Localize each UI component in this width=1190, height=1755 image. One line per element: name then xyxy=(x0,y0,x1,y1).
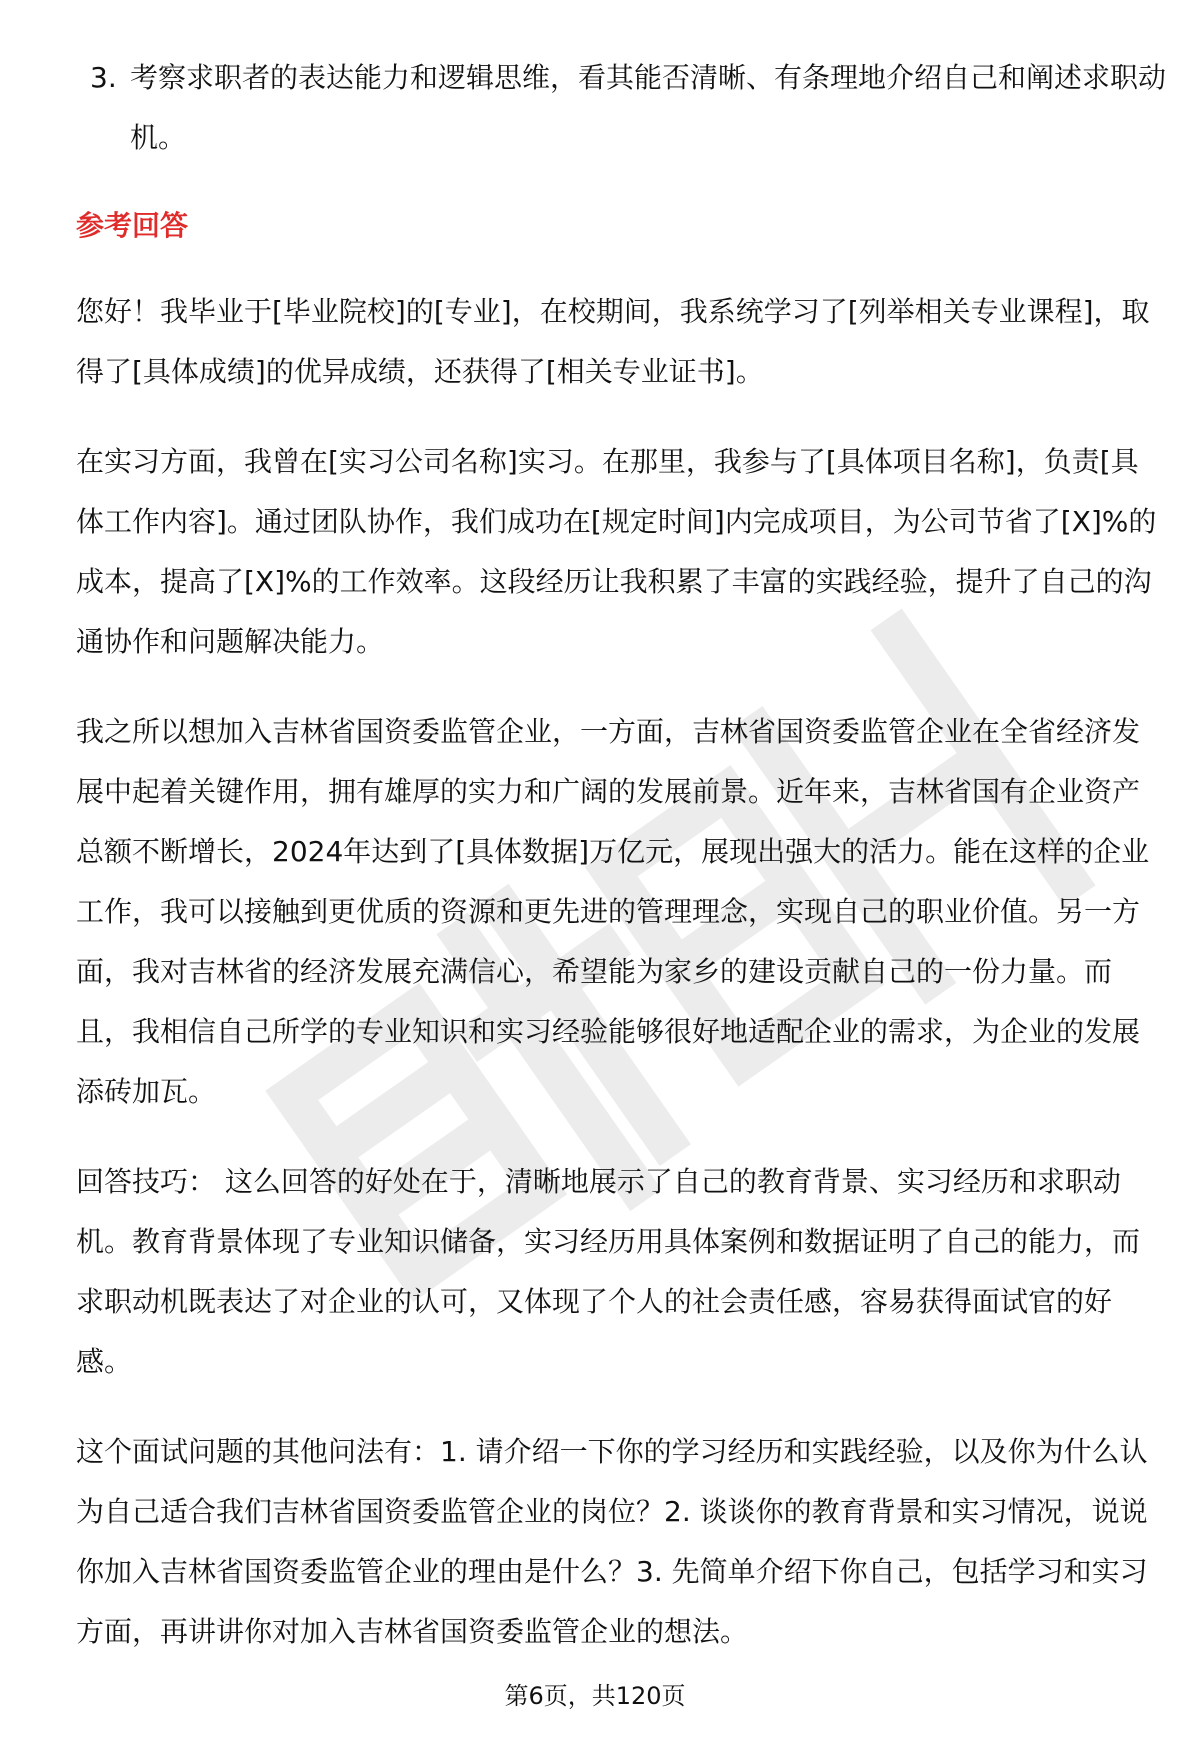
document-body xyxy=(76,48,1166,1692)
list-number: 3. xyxy=(90,61,117,94)
paragraph-motivation: 我之所以想加入吉林省国资委监管企业，一方面，吉林省国资委监管企业在全省经济发展中起着关键作用，拥有雄厚的实力和广阔的发展前景。近年来，吉林省国有企业资产总额不断增长，2024年达到了[具体数据]万亿元，展现出强大的活力。能在这样的企业工作，我可以接触到更优质的资源和更先进的管理理念，实现自己的职业价值。另一方面，我对吉林省的经济发展充满信心，希望能为家乡的建设贡献自己的一份力量。而且，我相信自己所学的专业知识和实习经验能够很好地适配企业的需求，为企业的发展添砖加瓦。 xyxy=(76,715,1150,1108)
list-item xyxy=(76,48,1166,168)
list-text: 考察求职者的表达能力和逻辑思维，看其能否清晰、有条理地介绍自己和阐述求职动机。 xyxy=(130,61,1167,154)
page-footer: 第6页，共120页 xyxy=(504,1682,686,1710)
paragraph-tips: 回答技巧： 这么回答的好处在于，清晰地展示了自己的教育背景、实习经历和求职动机。教育背景体现了专业知识储备，实习经历用具体案例和数据证明了自己的能力，而求职动机既表达了对企业的认可，又体现了个人的社会责任感，容易获得面试官的好感。 xyxy=(76,1165,1141,1378)
paragraph-alternatives: 这个面试问题的其他问法有：1. 请介绍一下你的学习经历和实践经验，以及你为什么认为自己适合我们吉林省国资委监管企业的岗位？2. 谈谈你的教育背景和实习情况，说说你加入吉林省国资委监管企业的理由是什么？3. 先简单介绍下你自己，包括学习和实习方面，再讲讲你对加入吉林省国资委监管企业的想法。 xyxy=(76,1435,1148,1648)
paragraph-intro: 您好！我毕业于[毕业院校]的[专业]，在校期间，我系统学习了[列举相关专业课程]，取得了[具体成绩]的优异成绩，还获得了[相关专业证书]。 xyxy=(76,295,1150,388)
paragraph-internship: 在实习方面，我曾在[实习公司名称]实习。在那里，我参与了[具体项目名称]，负责[具体工作内容]。通过团队协作，我们成功在[规定时间]内完成项目，为公司节省了[X]%的成本，提高了[X]%的工作效率。这段经历让我积累了丰富的实践经验，提升了自己的沟通协作和问题解决能力。 xyxy=(76,445,1157,658)
section-heading: 参考回答 xyxy=(76,209,189,242)
